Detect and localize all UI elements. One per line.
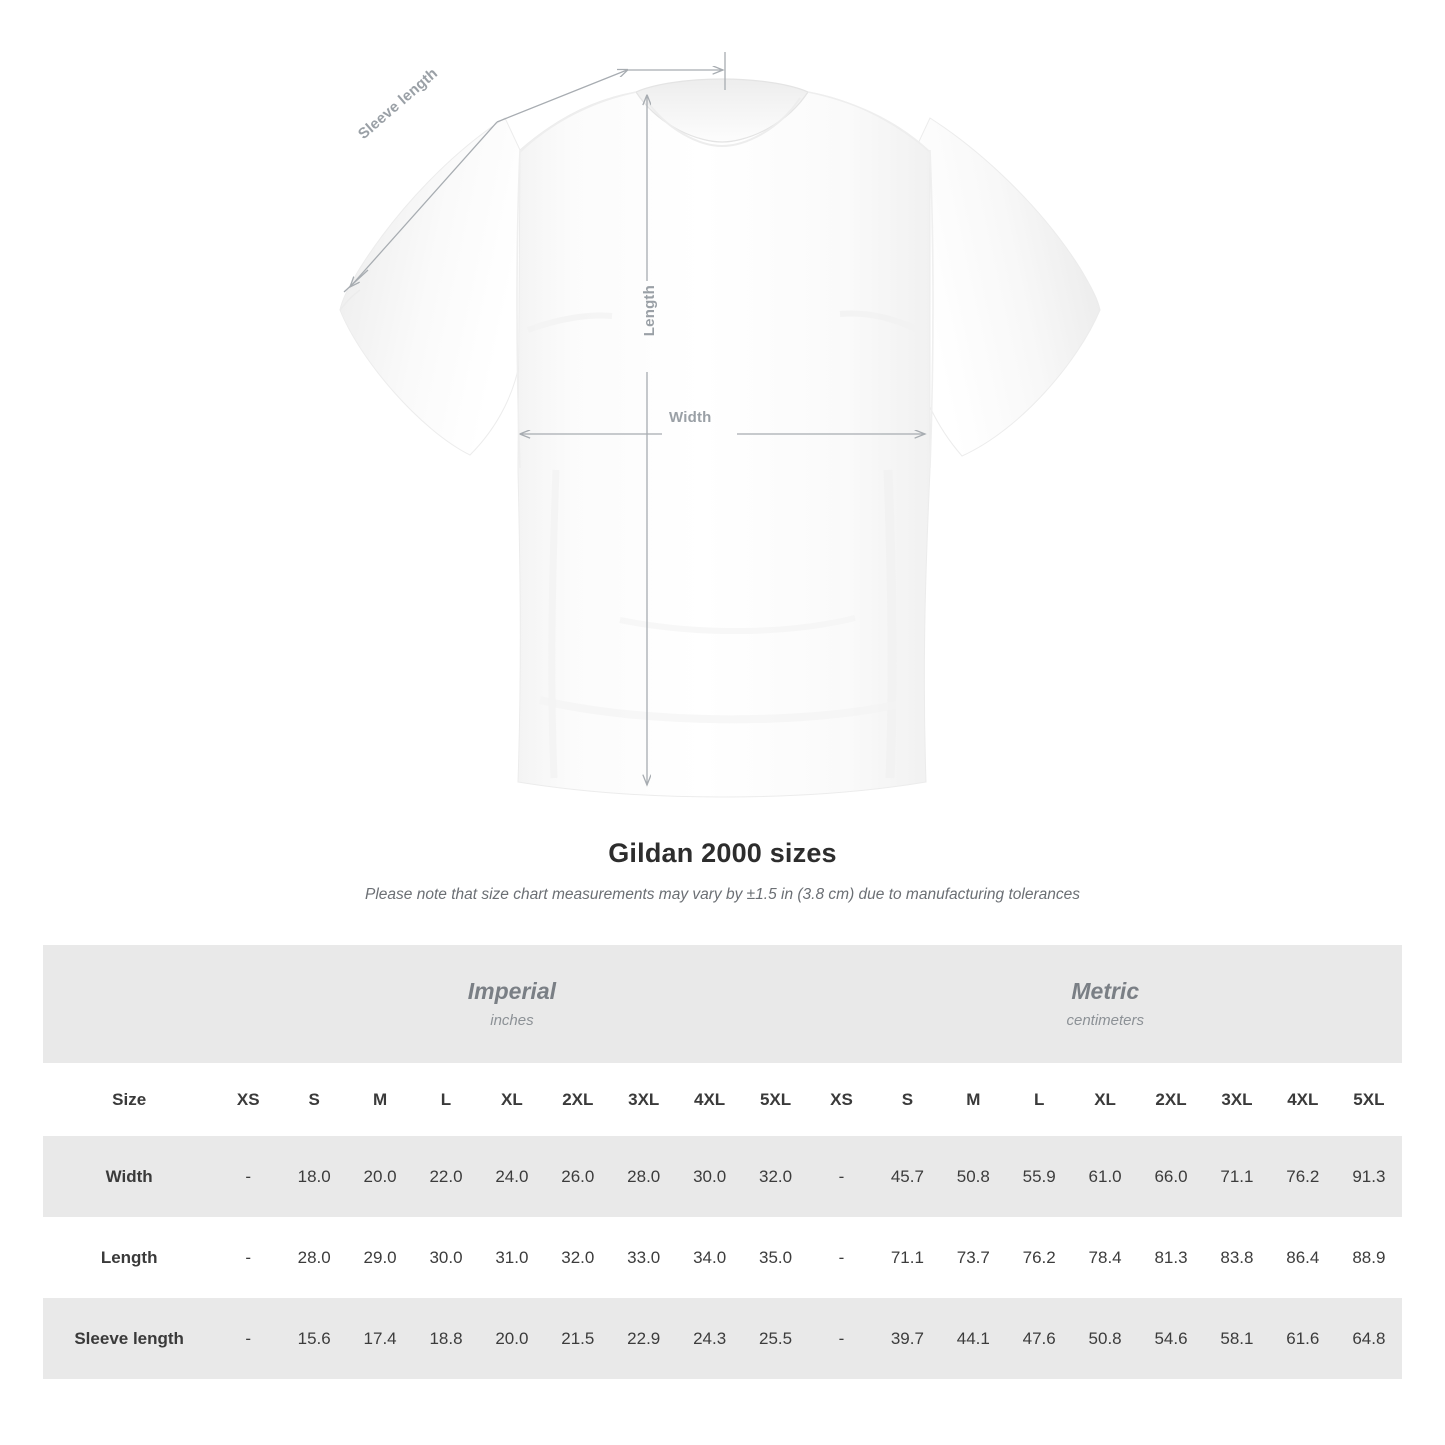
- cell-sleeve-imperial-m: 17.4: [347, 1298, 413, 1379]
- unit-header-imperial: [215, 945, 808, 1063]
- col-header-metric-xs: XS: [809, 1063, 875, 1136]
- row-label-length: Length: [43, 1217, 215, 1298]
- table-row: [43, 1217, 1402, 1298]
- cell-sleeve-imperial-4xl: 24.3: [677, 1298, 743, 1379]
- size-header-row: [43, 1063, 1402, 1136]
- cell-length-imperial-l: 30.0: [413, 1217, 479, 1298]
- cell-sleeve-imperial-2xl: 21.5: [545, 1298, 611, 1379]
- cell-sleeve-imperial-5xl: 25.5: [743, 1298, 809, 1379]
- row-label-width: Width: [43, 1136, 215, 1217]
- row-label-sleeve-length: Sleeve length: [43, 1298, 215, 1379]
- col-header-metric-4xl: 4XL: [1270, 1063, 1336, 1136]
- cell-width-imperial-xl: 24.0: [479, 1136, 545, 1217]
- cell-width-imperial-s: 18.0: [281, 1136, 347, 1217]
- cell-width-metric-l: 55.9: [1006, 1136, 1072, 1217]
- cell-width-imperial-l: 22.0: [413, 1136, 479, 1217]
- tolerance-note: Please note that size chart measurements may vary by ±1.5 in (3.8 cm) due to manufacturing tolerances: [365, 886, 1080, 903]
- cell-length-imperial-xl: 31.0: [479, 1217, 545, 1298]
- size-chart-table: [43, 945, 1402, 1379]
- col-header-imperial-3xl: 3XL: [611, 1063, 677, 1136]
- cell-length-metric-4xl: 86.4: [1270, 1217, 1336, 1298]
- cell-width-imperial-5xl: 32.0: [743, 1136, 809, 1217]
- cell-sleeve-metric-xs: -: [809, 1298, 875, 1379]
- cell-sleeve-metric-xl: 50.8: [1072, 1298, 1138, 1379]
- cell-sleeve-imperial-s: 15.6: [281, 1298, 347, 1379]
- cell-width-metric-m: 50.8: [940, 1136, 1006, 1217]
- cell-sleeve-metric-5xl: 64.8: [1336, 1298, 1402, 1379]
- cell-sleeve-metric-m: 44.1: [940, 1298, 1006, 1379]
- cell-length-metric-5xl: 88.9: [1336, 1217, 1402, 1298]
- cell-width-metric-3xl: 71.1: [1204, 1136, 1270, 1217]
- page-title: Gildan 2000 sizes: [608, 838, 837, 868]
- cell-sleeve-imperial-xl: 20.0: [479, 1298, 545, 1379]
- col-header-imperial-xs: XS: [215, 1063, 281, 1136]
- unit-imperial-sub: inches: [490, 1012, 534, 1030]
- table-row: [43, 1136, 1402, 1217]
- unit-header-row: [43, 945, 1402, 1063]
- cell-length-imperial-s: 28.0: [281, 1217, 347, 1298]
- sleeve-length-dimension-label: Sleeve length: [355, 64, 442, 143]
- col-header-imperial-5xl: 5XL: [743, 1063, 809, 1136]
- length-dimension-label: Length: [641, 285, 658, 337]
- col-header-imperial-xl: XL: [479, 1063, 545, 1136]
- cell-length-metric-3xl: 83.8: [1204, 1217, 1270, 1298]
- cell-length-metric-2xl: 81.3: [1138, 1217, 1204, 1298]
- cell-width-imperial-m: 20.0: [347, 1136, 413, 1217]
- cell-sleeve-metric-4xl: 61.6: [1270, 1298, 1336, 1379]
- size-header-label: Size: [43, 1063, 215, 1136]
- cell-sleeve-imperial-3xl: 22.9: [611, 1298, 677, 1379]
- cell-length-imperial-2xl: 32.0: [545, 1217, 611, 1298]
- cell-sleeve-metric-s: 39.7: [874, 1298, 940, 1379]
- cell-length-metric-m: 73.7: [940, 1217, 1006, 1298]
- cell-length-metric-s: 71.1: [874, 1217, 940, 1298]
- cell-length-imperial-xs: -: [215, 1217, 281, 1298]
- col-header-metric-5xl: 5XL: [1336, 1063, 1402, 1136]
- col-header-metric-2xl: 2XL: [1138, 1063, 1204, 1136]
- cell-length-imperial-4xl: 34.0: [677, 1217, 743, 1298]
- cell-length-imperial-m: 29.0: [347, 1217, 413, 1298]
- cell-sleeve-imperial-xs: -: [215, 1298, 281, 1379]
- col-header-metric-xl: XL: [1072, 1063, 1138, 1136]
- col-header-imperial-2xl: 2XL: [545, 1063, 611, 1136]
- unit-imperial-name: Imperial: [467, 977, 557, 1004]
- tshirt-shape: [340, 79, 1100, 797]
- cell-width-imperial-4xl: 30.0: [677, 1136, 743, 1217]
- cell-width-metric-2xl: 66.0: [1138, 1136, 1204, 1217]
- cell-length-metric-xl: 78.4: [1072, 1217, 1138, 1298]
- col-header-imperial-m: M: [347, 1063, 413, 1136]
- cell-sleeve-metric-2xl: 54.6: [1138, 1298, 1204, 1379]
- cell-sleeve-imperial-l: 18.8: [413, 1298, 479, 1379]
- col-header-metric-m: M: [940, 1063, 1006, 1136]
- cell-width-metric-xl: 61.0: [1072, 1136, 1138, 1217]
- col-header-metric-l: L: [1006, 1063, 1072, 1136]
- cell-sleeve-metric-l: 47.6: [1006, 1298, 1072, 1379]
- size-chart-table-wrap: [43, 945, 1402, 1379]
- cell-width-metric-xs: -: [809, 1136, 875, 1217]
- unit-metric-sub: centimeters: [1066, 1012, 1145, 1030]
- cell-length-imperial-5xl: 35.0: [743, 1217, 809, 1298]
- cell-width-metric-4xl: 76.2: [1270, 1136, 1336, 1217]
- cell-length-metric-xs: -: [809, 1217, 875, 1298]
- cell-width-metric-5xl: 91.3: [1336, 1136, 1402, 1217]
- cell-width-imperial-3xl: 28.0: [611, 1136, 677, 1217]
- unit-header-metric: [809, 945, 1402, 1063]
- unit-header-spacer: [43, 945, 215, 1063]
- col-header-imperial-s: S: [281, 1063, 347, 1136]
- width-dimension-label: Width: [669, 409, 712, 426]
- col-header-metric-s: S: [874, 1063, 940, 1136]
- cell-length-metric-l: 76.2: [1006, 1217, 1072, 1298]
- cell-length-imperial-3xl: 33.0: [611, 1217, 677, 1298]
- unit-metric-name: Metric: [1071, 977, 1140, 1004]
- cell-width-imperial-2xl: 26.0: [545, 1136, 611, 1217]
- col-header-imperial-l: L: [413, 1063, 479, 1136]
- col-header-imperial-4xl: 4XL: [677, 1063, 743, 1136]
- cell-width-imperial-xs: -: [215, 1136, 281, 1217]
- col-header-metric-3xl: 3XL: [1204, 1063, 1270, 1136]
- cell-sleeve-metric-3xl: 58.1: [1204, 1298, 1270, 1379]
- cell-width-metric-s: 45.7: [874, 1136, 940, 1217]
- table-row: [43, 1298, 1402, 1379]
